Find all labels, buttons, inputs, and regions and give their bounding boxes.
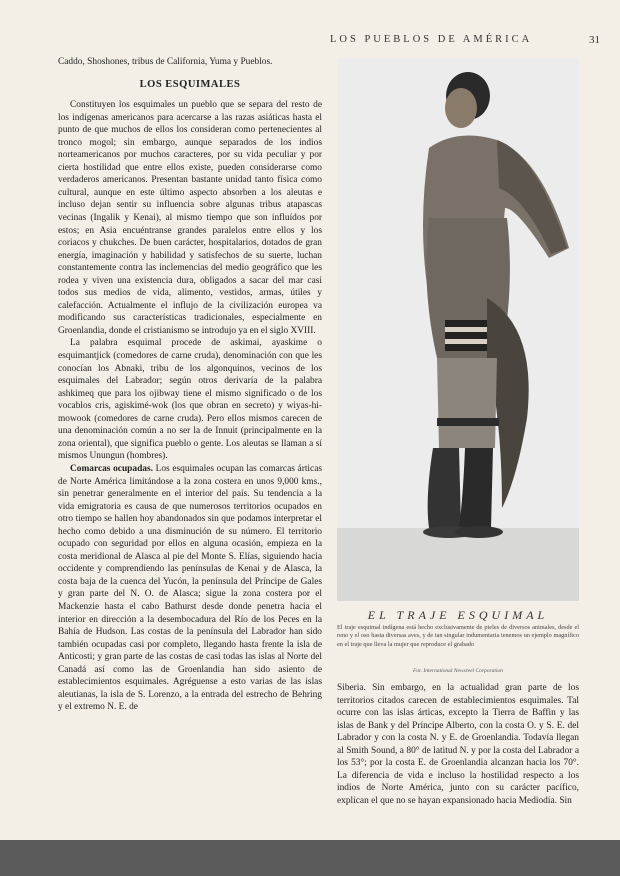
right-column [337,682,579,807]
left-column [58,56,322,714]
paragraph-2: La palabra esquimal procede de askimai, ayaskime o esquimantjick (comedores de carne cruda), denominación con que les conocían los Abnaki, tribu de los algonquinos, vecinos de los esquimales del Labrador; según otros derivaría de la palabra ashkimeq que para los ojibway tiene el mismo significado o de los vocablos cris, agiskimé-wok (los que obran en secreto) y wiyas-hi-mowook (comedores de carne cruda). Pero ellos mismos carecen de una denominación común a no ser la de Innuit (principalmente en la zona oriental), que significa pueblo o gente. Los aleutas se llaman a sí mismos Unungun (hombres). [58,338,322,462]
paragraph-3 [58,463,322,714]
paragraph-3-text: Los esquimales ocupan las comarcas árticas de Norte América limitándose a la zona costera en unos 9,000 kms., sin penetrar generalmente en el interior del país. Su tendencia a la vida emigratoria es causa de que numerosos territorios ocupados en otro tiempo se hallen hoy abandonados sin que podamos interpretar el hecho como debido a una disminución de su número. El territorio ocupado con seguridad por ellos en alguna ocasión, empieza en la costa meridional de Alasca al pie del Monte S. Elías, siguiendo hacia occidente y comprendiendo las penínsulas de Kenai y de Alasca, la costa baja de la cuenca del Yucón, la península del Príncipe de Gales y gran parte del N. O. de Alasca; sigue la zona costera por el Mackenzie hasta el cabo Bathurst desde donde penetra hacia el interior en dirección a la desembocadura del Río de los Peces en la Bahía de Hudson. Las costas de la península del Labrador han sido también ocupadas casi por completo, llegando hasta frente la isla de Anticosti; y gran parte de las costas de casi todas las islas al Norte del Canadá así como las de Groenlandia han sido asiento de establecimientos esquimales. Agréguense a esto varias de las islas aleutianas, la isla de S. Lorenzo, a la entrada del estrecho de Behring y el extremo N. E. de [58,463,323,713]
paragraph-1: Constituyen los esquimales un pueblo que se separa del resto de los indígenas americanos para acercarse a las razas asiáticas hasta el punto de que muchos de ellos los consideran como pertenecientes al tronco mogol; sin embargo, aunque separados de los indios norteamericanos por muchos caracteres, por su vida peculiar y por cierta hostilidad que entre ellos existe, pueden considerarse como verdaderos americanos. Presentan bastante unidad tanto física como cultural, aunque en este último aspecto absorben a los aleutas e incluso dejan sentir su influencia sobre algunas tribus atapascas vecinas (Ingalik y Kenai), al mismo tiempo que son influídos por estos; en Asia encuéntranse grandes paralelos entre ellos y los coriacos y chukches. De buen carácter, hospitalarios, dotados de gran energía, imaginación y habilidad y satisfechos de su suerte, luchan constantemente contra las inclemencias del medio geográfico que les rodea y viven una existencia dura, obligados a sacar del mar casi todos sus medios de vida, alimento, vestidos, armas, útiles y calefacción. Actualmente el influjo de la civilización europea va modificando sus características tradicionales, especialmente en Groenlandia, donde el cristianismo se introdujo ya en el siglo XVIII. [58,100,322,336]
bottom-strip [0,840,620,876]
section-heading: LOS ESQUIMALES [139,78,241,90]
right-paragraph-1: Siberia. Sin embargo, en la actualidad gran parte de los territorios citados carecen de establecimientos esquimales. Tal ocurre con las islas árticas, excepto la Tierra de Baffin y las islas de Bank y del Príncipe Alberto, con la costa O. y S. E. del Labrador y con la costa N. y E. de Groenlandia. Todavía llegan al Smith Sound, a 80° de latitud N. y por la costa del Labrador a los 53°; por la costa E. de Groenlandia alcanzan hacia los 70°. La diferencia de vida e incluso la hostilidad respecto a los indios de Norte América, junto con su carácter pacífico, explican el que no se hayan expansionado hacia Mediodía. Sin [337,683,579,806]
figure-title: EL TRAJE ESQUIMAL [367,608,549,622]
photo-illustration [337,58,579,601]
subsection-heading: Comarcas ocupadas. [70,463,153,474]
running-header [330,34,600,48]
running-title: LOS PUEBLOS DE AMÉRICA [330,34,533,45]
opening-paragraph: Caddo, Shoshones, tribus de California, Yuma y Pueblos. [58,57,273,67]
figure-credit: Fot. International Newsreel Corporation [413,668,503,674]
figure-caption: El traje esquimal indígena está hecho exclusivamente de pieles de diversos animales, desde el reno y el oso hasta diversas aves, y de tan singular indumentaria tenemos un ejemplo magnífico en el traje que lleva la mujer que reproduce el grabado [337,624,579,648]
page-number: 31 [589,34,600,46]
eskimo-woman-photo [337,58,579,601]
